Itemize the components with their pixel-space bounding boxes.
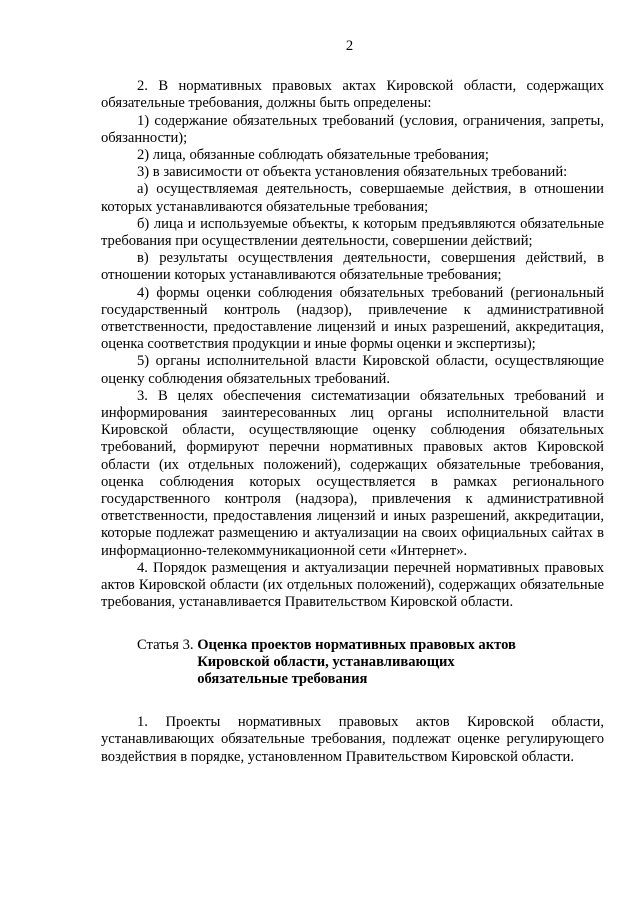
paragraph: в) результаты осуществления деятельности, совершения действий, в отношении которых устанавливаются обязательные требования; (101, 250, 604, 284)
paragraph: 2. В нормативных правовых актах Кировской области, содержащих обязательные требования, должны быть определены: (101, 78, 604, 112)
body-text-bottom (101, 714, 604, 766)
paragraph: б) лица и используемые объекты, к которым предъявляются обязательные требования при осуществлении деятельности, совершении действий; (101, 215, 604, 250)
article-heading (101, 637, 604, 689)
article-label: Статья 3. (137, 636, 198, 653)
paragraph: 3. В целях обеспечения систематизации обязательных требований и информирования заинтересованных лиц органы исполнительной власти Кировской области, осуществляющие оценку соблюдения обязательных требований, формируют перечни нормативных правовых актов Кировской области (их отдельных положений), содержащих обязательные требования, оценка соблюдения которых осуществляется в рамках регионального государственного контроля (надзора), привлечения к административной ответственности, предоставления лицензий и иных разрешений, аккредитации, которые подлежат размещению и актуализации на своих официальных сайтах в информационно-телекоммуникационной сети «Интернет». (101, 387, 604, 559)
page-number: 2 (345, 38, 354, 54)
body-text-top (101, 78, 604, 611)
paragraph: 2) лица, обязанные соблюдать обязательные требования; (137, 147, 489, 164)
paragraph: 3) в зависимости от объекта установления обязательных требований: (137, 164, 568, 181)
paragraph: 5) органы исполнительной власти Кировской области, осуществляющие оценку соблюдения обязательных требований. (101, 353, 604, 387)
paragraph: 1. Проекты нормативных правовых актов Кировской области, устанавливающих обязательные требования, подлежат оценке регулирующего воздействия в порядке, установленном Правительством Кировской области. (101, 714, 604, 765)
paragraph: 1) содержание обязательных требований (условия, ограничения, запреты, обязанности); (101, 112, 604, 146)
article-title: Оценка проектов нормативных правовых актов Кировской области, устанавливающих обязательные требования (197, 636, 516, 687)
paragraph: 4) формы оценки соблюдения обязательных требований (региональный государственный контроль (надзор), привлечение к административной ответственности, предоставление лицензий и иных разрешений, аккредитация, оценка соответствия продукции и иные формы оценки и экспертизы); (101, 284, 604, 353)
paragraph: а) осуществляемая деятельность, совершаемые действия, в отношении которых устанавливаются обязательные требования; (101, 181, 604, 215)
paragraph: 4. Порядок размещения и актуализации перечней нормативных правовых актов Кировской области (их отдельных положений), содержащих обязательные требования, устанавливается Правительством Кировской области. (101, 559, 604, 611)
